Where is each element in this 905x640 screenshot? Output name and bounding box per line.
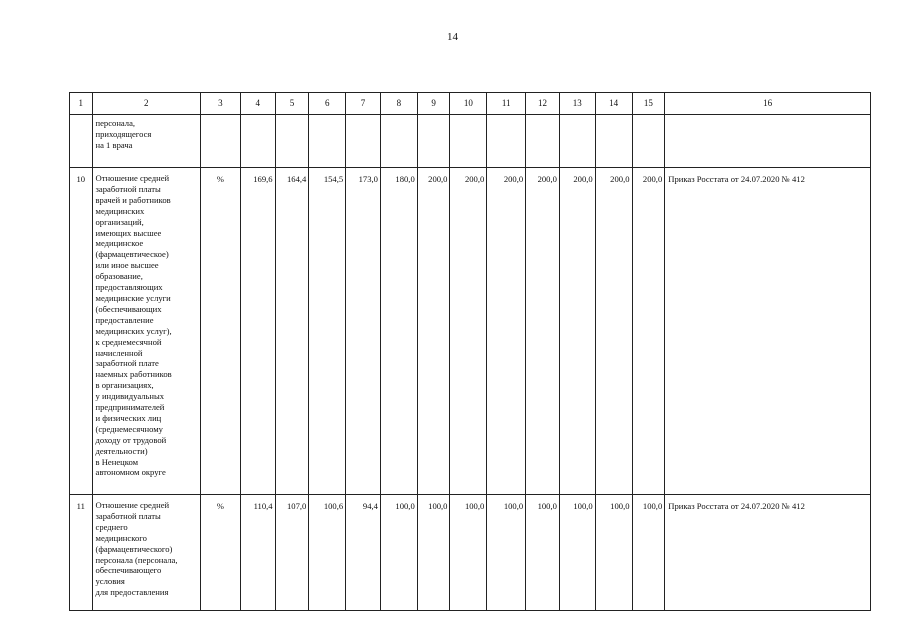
- value-cell: [526, 115, 560, 168]
- value-cell: 110,4: [240, 495, 275, 611]
- value-cell: 100,0: [632, 495, 665, 611]
- value-cell: [309, 115, 346, 168]
- row-number-cell: 11: [70, 495, 93, 611]
- row-number-cell: [70, 115, 93, 168]
- column-header: 1: [70, 93, 93, 115]
- value-cell: 100,0: [559, 495, 595, 611]
- column-header: 6: [309, 93, 346, 115]
- table-row: [70, 495, 871, 611]
- column-header: 15: [632, 93, 665, 115]
- indicator-name-cell: Отношение средней заработной платы среднего медицинского (фармацевтического) персонала (персонала, обеспечивающего условия для предоставления: [92, 495, 200, 611]
- column-header: 8: [380, 93, 417, 115]
- value-cell: 100,0: [526, 495, 560, 611]
- value-cell: 180,0: [380, 168, 417, 495]
- value-cell: [632, 115, 665, 168]
- value-cell: 173,0: [346, 168, 381, 495]
- value-cell: 154,5: [309, 168, 346, 495]
- value-cell: 200,0: [417, 168, 450, 495]
- value-cell: [487, 115, 526, 168]
- value-cell: [559, 115, 595, 168]
- value-cell: 100,0: [417, 495, 450, 611]
- value-cell: 100,0: [595, 495, 632, 611]
- column-header: 4: [240, 93, 275, 115]
- value-cell: 200,0: [526, 168, 560, 495]
- value-cell: [346, 115, 381, 168]
- source-cell: [665, 115, 871, 168]
- source-cell: Приказ Росстата от 24.07.2020 № 412: [665, 168, 871, 495]
- value-cell: [450, 115, 487, 168]
- value-cell: 169,6: [240, 168, 275, 495]
- value-cell: [240, 115, 275, 168]
- indicators-table: [69, 92, 871, 611]
- table-row: [70, 168, 871, 495]
- value-cell: [380, 115, 417, 168]
- value-cell: 100,0: [487, 495, 526, 611]
- value-cell: 200,0: [559, 168, 595, 495]
- value-cell: 164,4: [275, 168, 309, 495]
- page-number: 14: [447, 31, 458, 43]
- value-cell: [595, 115, 632, 168]
- unit-cell: %: [200, 495, 240, 611]
- value-cell: 200,0: [595, 168, 632, 495]
- value-cell: 200,0: [632, 168, 665, 495]
- row-number-cell: 10: [70, 168, 93, 495]
- column-header: 11: [487, 93, 526, 115]
- column-header: 2: [92, 93, 200, 115]
- unit-cell: [200, 115, 240, 168]
- column-header: 16: [665, 93, 871, 115]
- value-cell: 94,4: [346, 495, 381, 611]
- value-cell: 200,0: [450, 168, 487, 495]
- unit-cell: %: [200, 168, 240, 495]
- table-header-row: [70, 93, 871, 115]
- column-header: 14: [595, 93, 632, 115]
- column-header: 13: [559, 93, 595, 115]
- column-header: 9: [417, 93, 450, 115]
- value-cell: 100,6: [309, 495, 346, 611]
- value-cell: 107,0: [275, 495, 309, 611]
- value-cell: [275, 115, 309, 168]
- table-row-continuation: [70, 115, 871, 168]
- column-header: 10: [450, 93, 487, 115]
- value-cell: [417, 115, 450, 168]
- column-header: 5: [275, 93, 309, 115]
- indicator-name-cell: персонала, приходящегося на 1 врача: [92, 115, 200, 168]
- value-cell: 200,0: [487, 168, 526, 495]
- column-header: 3: [200, 93, 240, 115]
- source-cell: Приказ Росстата от 24.07.2020 № 412: [665, 495, 871, 611]
- column-header: 12: [526, 93, 560, 115]
- value-cell: 100,0: [450, 495, 487, 611]
- value-cell: 100,0: [380, 495, 417, 611]
- indicator-name-cell: Отношение средней заработной платы врачей и работников медицинских организаций, имеющих высшее медицинское (фармацевтическое) или иное высшее образование, предоставляющих медицинские услуги (обеспечивающих предоставление медицинских услуг), к среднемесячной начисленной заработной плате наемных работников в организациях, у индивидуальных предпринимателей и физических лиц (среднемесячному доходу от трудовой деятельности) в Ненецком автономном округе: [92, 168, 200, 495]
- column-header: 7: [346, 93, 381, 115]
